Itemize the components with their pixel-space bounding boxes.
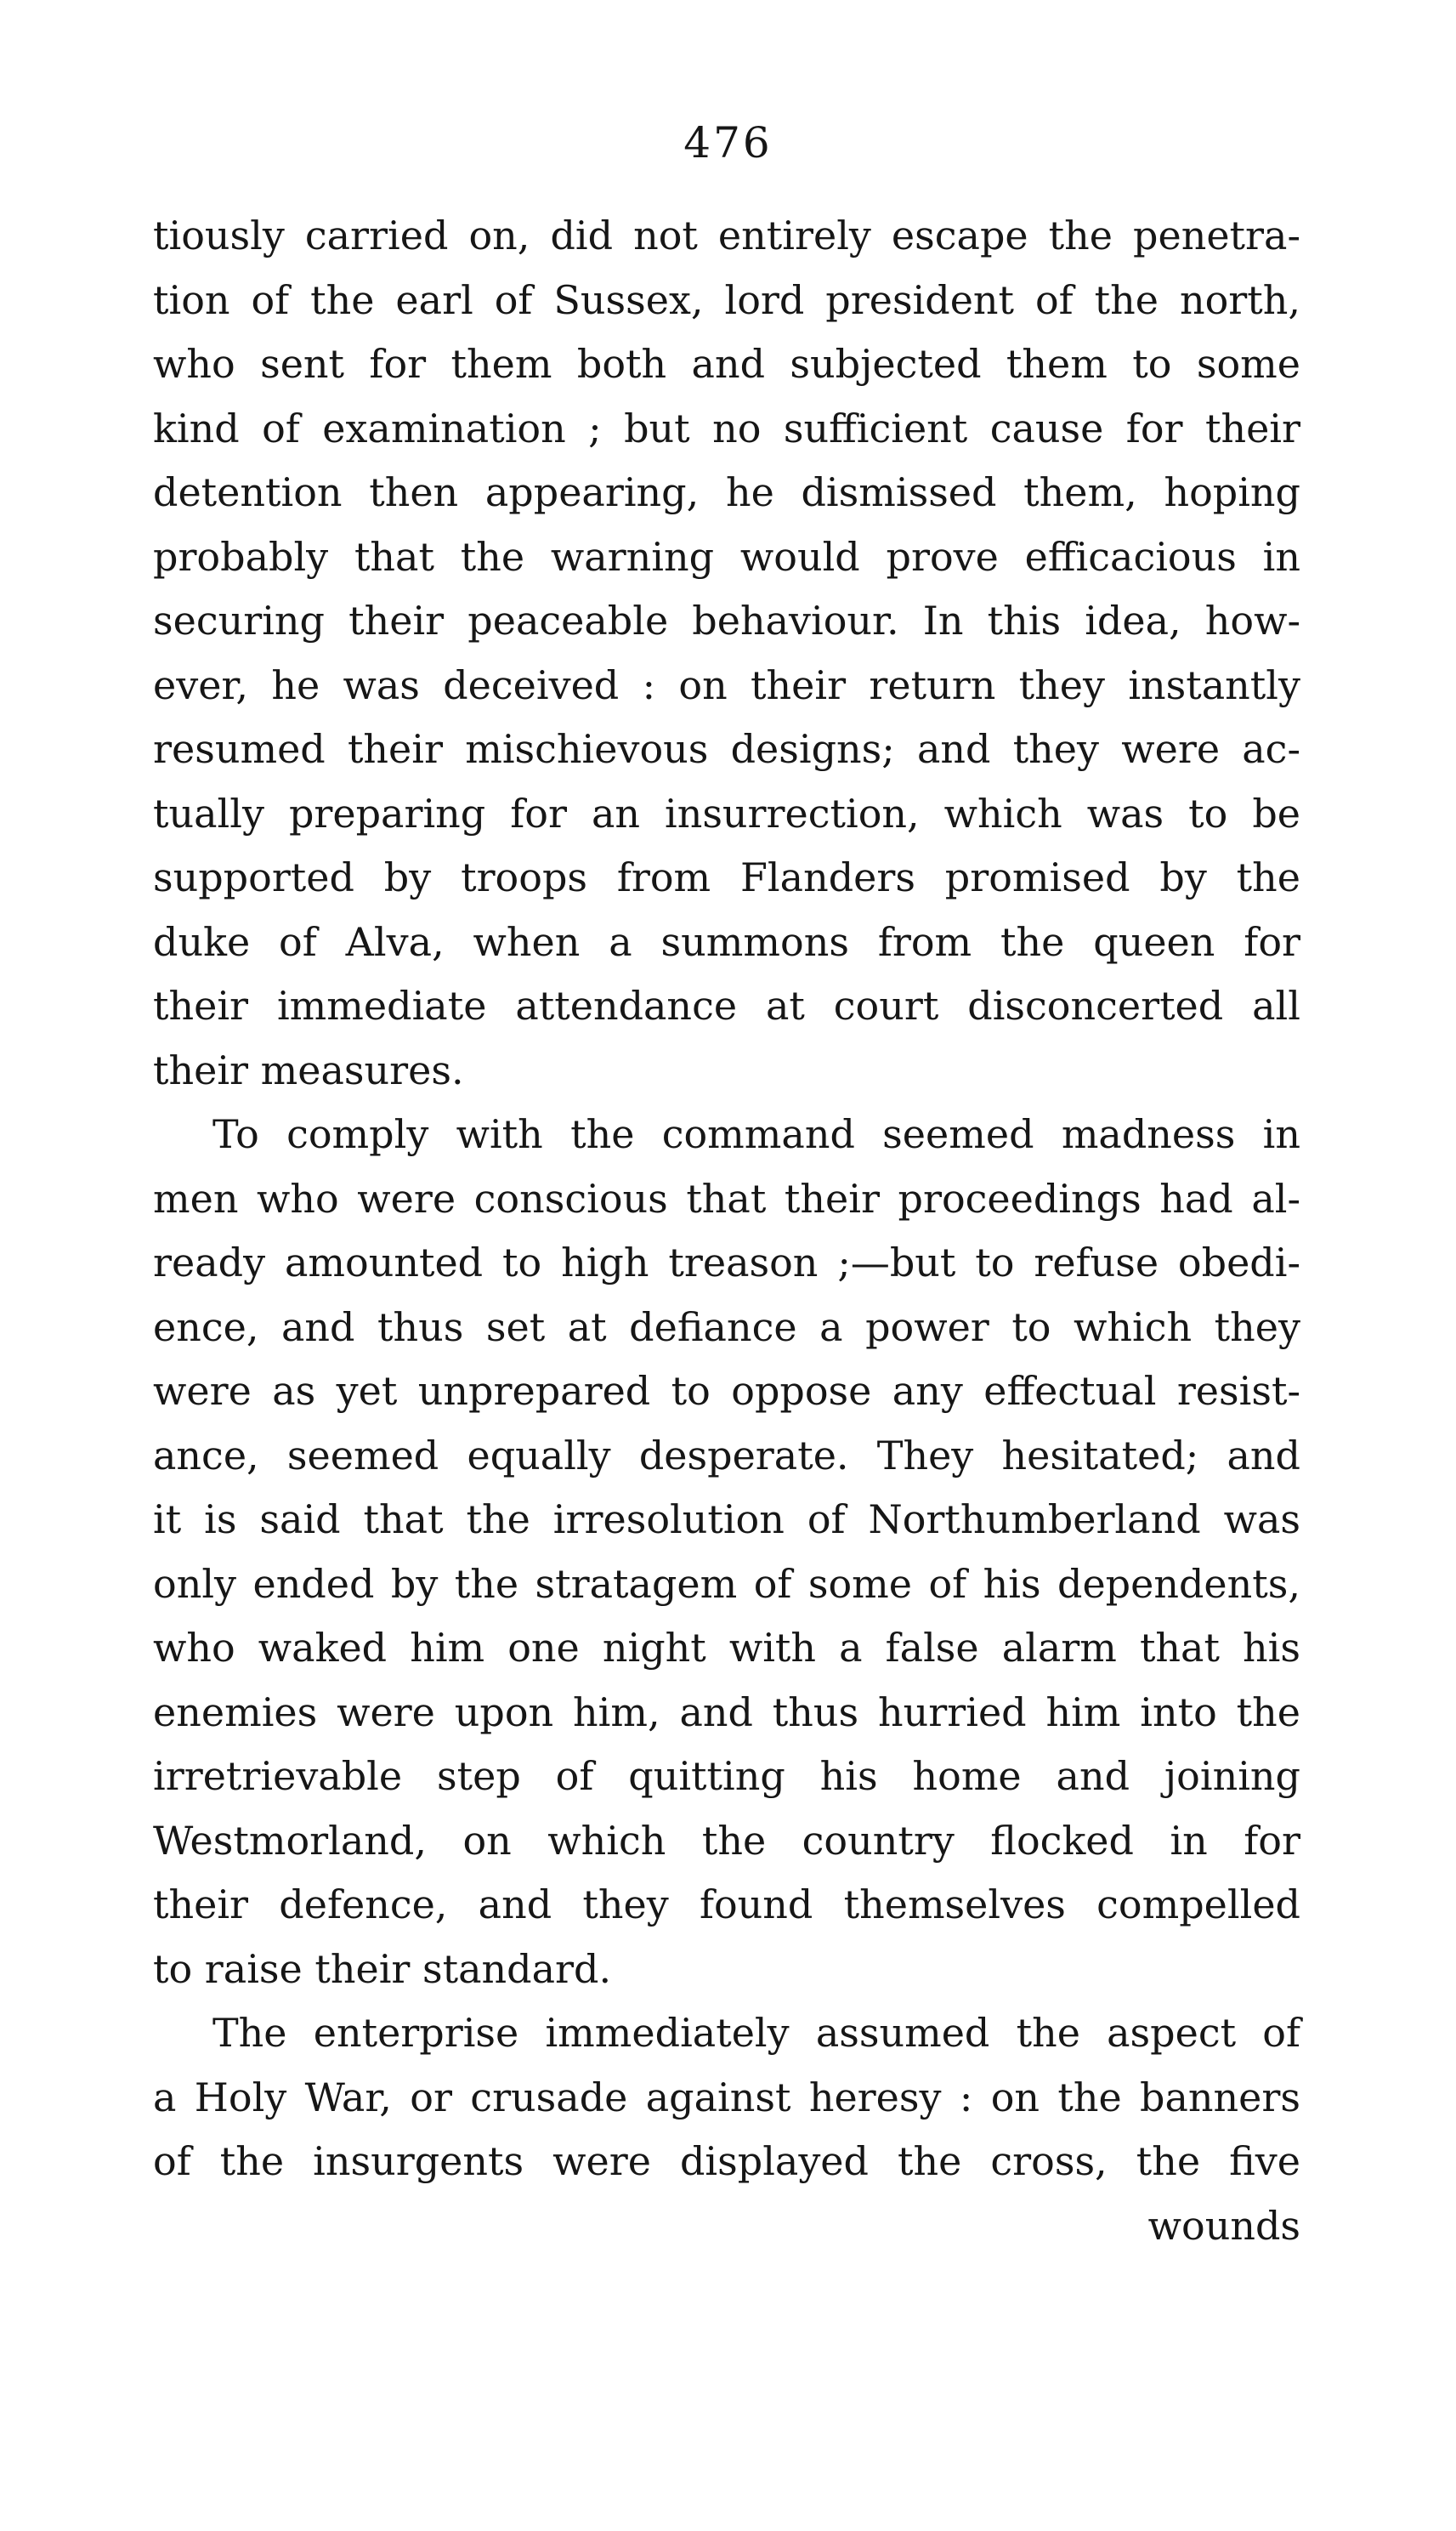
text-line: ence, and thus set at defiance a power to which they	[153, 1303, 1300, 1350]
text-line: ever, he was deceived : on their return they instantly	[153, 661, 1300, 708]
text-line: only ended by the stratagem of some of his dependents,	[153, 1560, 1300, 1607]
catchword: wounds	[1147, 2202, 1300, 2249]
text-line: ance, seemed equally desperate. They hesitated; and	[153, 1432, 1300, 1478]
paragraph-end-line: their measures.	[153, 1047, 464, 1093]
text-line: tion of the earl of Sussex, lord president of the north,	[153, 276, 1300, 323]
text-line: a Holy War, or crusade against heresy : on the banners	[153, 2074, 1300, 2120]
text-line: ready amounted to high treason ;—but to refuse obedi-	[153, 1240, 1300, 1285]
text-line: it is said that the irresolution of Northumberland was	[153, 1496, 1300, 1542]
text-line: men who were conscious that their proceedings had al-	[153, 1175, 1300, 1222]
paragraph-start-line: To comply with the command seemed madness in	[212, 1111, 1300, 1157]
text-line: of the insurgents were displayed the cross, the five	[153, 2138, 1300, 2184]
text-line: tually preparing for an insurrection, which was to be	[153, 790, 1300, 837]
text-line: irretrievable step of quitting his home and joining	[153, 1753, 1300, 1799]
text-line: their defence, and they found themselves compelled	[153, 1881, 1300, 1927]
text-line: tiously carried on, did not entirely escape the penetra-	[153, 213, 1300, 258]
text-line: were as yet unprepared to oppose any effectual resist-	[153, 1368, 1300, 1414]
text-line: who waked him one night with a false alarm that his	[153, 1625, 1300, 1671]
text-line: detention then appearing, he dismissed them, hoping	[153, 469, 1300, 515]
page-number: 476	[683, 118, 773, 167]
body-text	[153, 204, 1300, 2258]
paragraph-end-line: to raise their standard.	[153, 1945, 612, 1992]
text-line: resumed their mischievous designs; and they were ac-	[153, 726, 1300, 772]
text-line: enemies were upon him, and thus hurried him into the	[153, 1688, 1300, 1735]
text-line: duke of Alva, when a summons from the queen for	[153, 918, 1300, 965]
paragraph-start-line: The enterprise immediately assumed the aspect of	[212, 2010, 1300, 2056]
text-line: who sent for them both and subjected them to some	[153, 341, 1300, 387]
text-line: probably that the warning would prove efficacious in	[153, 533, 1300, 580]
text-line: supported by troops from Flanders promised by the	[153, 854, 1300, 900]
text-line: Westmorland, on which the country flocked in for	[153, 1817, 1300, 1864]
text-line: securing their peaceable behaviour. In this idea, how-	[153, 598, 1300, 644]
text-line: kind of examination ; but no sufficient cause for their	[153, 405, 1300, 451]
text-line: their immediate attendance at court disconcerted all	[153, 983, 1300, 1029]
